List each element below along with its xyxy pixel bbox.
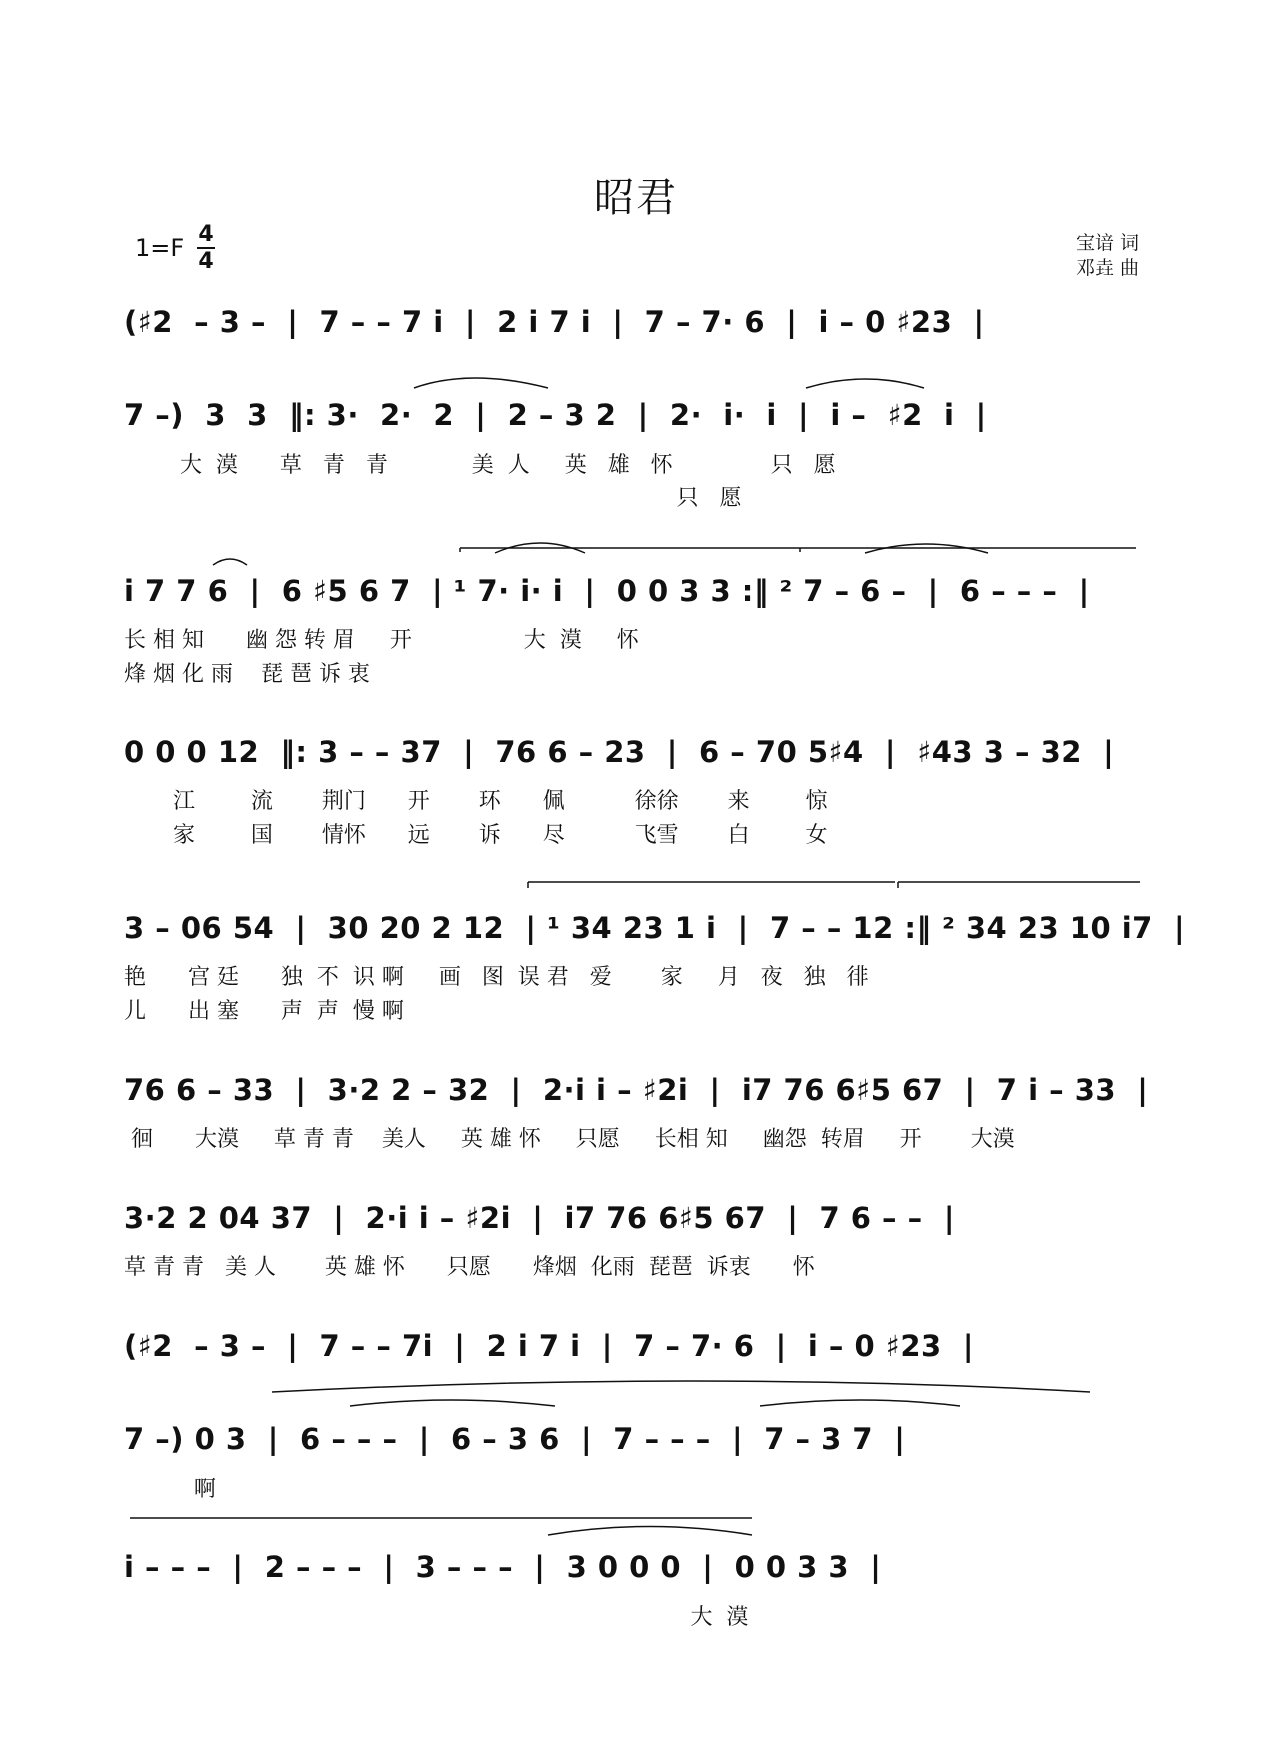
slur bbox=[414, 378, 548, 388]
system-3-lyric-2: 烽 烟 化 雨 琵 琶 诉 衷 bbox=[124, 662, 370, 687]
system-10-lyric-1: 大 漠 bbox=[124, 1605, 749, 1630]
system-6-lyric-1: 徊 大漠 草 青 青 美人 英 雄 怀 只愿 长相 知 幽怨 转眉 开 大漠 bbox=[124, 1127, 1015, 1152]
system-6-notes: 76 6 – 33 | 3·2 2 – 32 | 2·i i – ♯2i | i7 76 6♯5 67 | 7 i – 33 | bbox=[124, 1073, 1149, 1107]
lyricist-credit: 宝谙 词 bbox=[1076, 232, 1140, 254]
system-4-lyric-2: 家 国 情怀 远 诉 尽 飞雪 白 女 bbox=[124, 823, 828, 848]
slur bbox=[760, 1400, 960, 1406]
system-5-lyric-2: 儿 出 塞 声 声 慢 啊 bbox=[124, 999, 404, 1024]
system-4-lyric-1: 江 流 荆门 开 环 佩 徐徐 来 惊 bbox=[124, 789, 828, 814]
system-5-lyric-1: 艳 宫 廷 独 不 识 啊 画 图 误 君 爱 家 月 夜 独 徘 bbox=[124, 965, 869, 990]
system-3-lyric-1: 长 相 知 幽 怨 转 眉 开 大 漠 怀 bbox=[124, 628, 639, 653]
slur bbox=[548, 1527, 752, 1536]
system-9-notes: 7 –) 0 3 | 6 – – – | 6 – 3 6 | 7 – – – | 7 – 3 7 | bbox=[124, 1422, 906, 1456]
slur bbox=[213, 559, 247, 565]
system-10-notes: i – – – | 2 – – – | 3 – – – | 3 0 0 0 | 0 0 3 3 | bbox=[124, 1550, 882, 1584]
slur bbox=[865, 544, 988, 553]
meter-bottom: 4 bbox=[198, 249, 214, 274]
system-2-lyric-2: 只 愿 bbox=[124, 486, 742, 511]
slur bbox=[350, 1400, 555, 1406]
system-3-notes: i 7 7 6 | 6 ♯5 6 7 | ¹ 7· i· i | 0 0 3 3 :‖ ² 7 – 6 – | 6 – – – | bbox=[124, 574, 1090, 608]
slur bbox=[806, 379, 924, 388]
slur bbox=[272, 1381, 1090, 1392]
system-1-notes: (♯2 – 3 – | 7 – – 7 i | 2 i 7 i | 7 – 7· 6 | i – 0 ♯23 | bbox=[124, 305, 985, 339]
key-signature: 1=F bbox=[135, 234, 185, 262]
system-7-notes: 3·2 2 04 37 | 2·i i – ♯2i | i7 76 6♯5 67 | 7 6 – – | bbox=[124, 1201, 955, 1235]
volta-bracket bbox=[460, 548, 1136, 552]
slur bbox=[495, 543, 585, 553]
meter-top: 4 bbox=[198, 222, 214, 247]
system-8-notes: (♯2 – 3 – | 7 – – 7i | 2 i 7 i | 7 – 7· 6 | i – 0 ♯23 | bbox=[124, 1329, 974, 1363]
song-title: 昭君 bbox=[594, 175, 678, 221]
system-4-notes: 0 0 0 12 ‖: 3 – – 37 | 76 6 – 23 | 6 – 70 5♯4 | ♯43 3 – 32 | bbox=[124, 735, 1115, 769]
system-2-lyric-1: 大 漠 草 青 青 美 人 英 雄 怀 只 愿 bbox=[124, 453, 836, 478]
volta-bracket bbox=[528, 882, 1140, 888]
system-2-notes: 7 –) 3 3 ‖: 3· 2· 2 | 2 – 3 2 | 2· i· i | i – ♯2 i | bbox=[124, 398, 987, 432]
time-signature bbox=[196, 222, 216, 274]
system-5-notes: 3 – 06 54 | 30 20 2 12 | ¹ 34 23 1 i | 7 – – 12 :‖ ² 34 23 10 i7 | bbox=[124, 911, 1186, 945]
system-9-lyric-1: 啊 bbox=[124, 1477, 216, 1502]
composer-credit: 邓垚 曲 bbox=[1076, 257, 1140, 279]
system-7-lyric-1: 草 青 青 美 人 英 雄 怀 只愿 烽烟 化雨 琵琶 诉衷 怀 bbox=[124, 1255, 815, 1280]
